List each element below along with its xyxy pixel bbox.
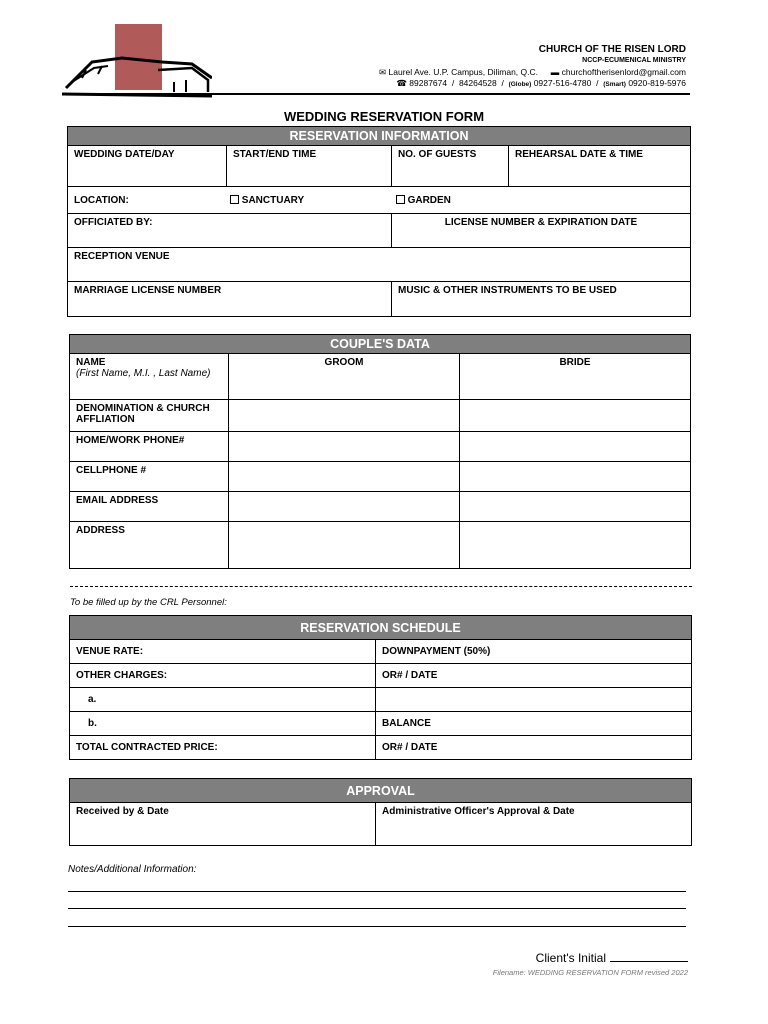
smart-number: 0920-819-5976 bbox=[628, 78, 686, 88]
notes-line-3[interactable] bbox=[68, 926, 686, 927]
address-label: ADDRESS bbox=[70, 522, 229, 569]
notes-line-2[interactable] bbox=[68, 908, 686, 909]
personnel-note: To be filled up by the CRL Personnel: bbox=[70, 597, 227, 608]
name-hint: (First Name, M.I. , Last Name) bbox=[76, 368, 211, 379]
groom-address-field[interactable] bbox=[229, 522, 460, 569]
address-text: Laurel Ave. U.P. Campus, Diliman, Q.C. bbox=[388, 67, 538, 77]
received-by-field[interactable]: Received by & Date bbox=[70, 803, 376, 846]
charge-a-field[interactable]: a. bbox=[70, 688, 376, 712]
ministry-name: NCCP-ECUMENICAL MINISTRY bbox=[582, 57, 686, 64]
bride-name-field[interactable]: BRIDE bbox=[460, 354, 691, 400]
client-initial-label: Client's Initial bbox=[535, 951, 606, 965]
smart-label: (Smart) bbox=[603, 81, 626, 88]
sanctuary-checkbox[interactable] bbox=[230, 195, 239, 204]
bride-home-phone-field[interactable] bbox=[460, 432, 691, 462]
officiated-by-field[interactable]: OFFICIATED BY: bbox=[68, 214, 392, 248]
bride-denomination-field[interactable] bbox=[460, 400, 691, 432]
phone-2: 84264528 bbox=[458, 78, 497, 88]
total-price-field[interactable]: TOTAL CONTRACTED PRICE: bbox=[70, 736, 376, 760]
contact-line-2: ☎ 89287674 / 84264528 / (Globe) 0927-516-4780 / (Smart) 0920-819-5976 bbox=[396, 78, 686, 88]
reservation-info-heading: RESERVATION INFORMATION bbox=[68, 127, 691, 146]
marriage-license-field[interactable]: MARRIAGE LICENSE NUMBER bbox=[68, 282, 392, 317]
couple-data-table bbox=[69, 334, 691, 569]
approval-table bbox=[69, 778, 692, 846]
approval-heading: APPROVAL bbox=[70, 779, 692, 803]
balance-field[interactable]: BALANCE bbox=[376, 712, 692, 736]
form-title: WEDDING RESERVATION FORM bbox=[283, 109, 485, 124]
notes-label: Notes/Additional Information: bbox=[68, 864, 197, 875]
start-end-time-field[interactable]: START/END TIME bbox=[227, 146, 392, 187]
or-date-field-2[interactable]: OR# / DATE bbox=[376, 736, 692, 760]
charge-b-field[interactable]: b. bbox=[70, 712, 376, 736]
sanctuary-label: SANCTUARY bbox=[241, 194, 305, 206]
bride-email-field[interactable] bbox=[460, 492, 691, 522]
groom-denomination-field[interactable] bbox=[229, 400, 460, 432]
groom-email-field[interactable] bbox=[229, 492, 460, 522]
church-name: CHURCH OF THE RISEN LORD bbox=[538, 44, 686, 55]
home-phone-label: HOME/WORK PHONE# bbox=[70, 432, 229, 462]
cellphone-label: CELLPHONE # bbox=[70, 462, 229, 492]
email-label: EMAIL ADDRESS bbox=[70, 492, 229, 522]
phone-1: 89287674 bbox=[409, 78, 448, 88]
license-expiration-field[interactable]: LICENSE NUMBER & EXPIRATION DATE bbox=[392, 214, 691, 248]
couple-data-heading: COUPLE'S DATA bbox=[70, 335, 691, 354]
reservation-info-table bbox=[67, 126, 691, 317]
location-label: LOCATION: bbox=[74, 194, 129, 206]
contact-line-1 bbox=[379, 67, 686, 78]
charge-a-value-field[interactable] bbox=[376, 688, 692, 712]
schedule-heading: RESERVATION SCHEDULE bbox=[70, 616, 692, 640]
denomination-label: DENOMINATION & CHURCH AFFLIATION bbox=[70, 400, 229, 432]
reception-venue-field[interactable]: RECEPTION VENUE bbox=[68, 248, 691, 282]
groom-cellphone-field[interactable] bbox=[229, 462, 460, 492]
garden-label: GARDEN bbox=[407, 194, 451, 206]
filename-footer: Filename: WEDDING RESERVATION FORM revised 2022 bbox=[492, 968, 688, 977]
guests-field[interactable]: NO. OF GUESTS bbox=[392, 146, 509, 187]
header-rule bbox=[62, 90, 690, 98]
rehearsal-field[interactable]: REHEARSAL DATE & TIME bbox=[509, 146, 691, 187]
groom-name-field[interactable]: GROOM bbox=[229, 354, 460, 400]
location-field[interactable] bbox=[68, 187, 691, 214]
mail-icon: ✉ bbox=[379, 67, 387, 77]
client-initial bbox=[536, 951, 688, 965]
admin-approval-field[interactable]: Administrative Officer's Approval & Date bbox=[376, 803, 692, 846]
reservation-schedule-table bbox=[69, 615, 692, 760]
downpayment-field[interactable]: DOWNPAYMENT (50%) bbox=[376, 640, 692, 664]
globe-number: 0927-516-4780 bbox=[533, 78, 592, 88]
wedding-date-field[interactable]: WEDDING DATE/DAY bbox=[68, 146, 227, 187]
name-label: NAME bbox=[76, 357, 106, 368]
client-initial-field[interactable] bbox=[610, 961, 688, 962]
garden-checkbox[interactable] bbox=[396, 195, 405, 204]
music-field[interactable]: MUSIC & OTHER INSTRUMENTS TO BE USED bbox=[392, 282, 691, 317]
notes-line-1[interactable] bbox=[68, 891, 686, 892]
bride-address-field[interactable] bbox=[460, 522, 691, 569]
venue-rate-field[interactable]: VENUE RATE: bbox=[70, 640, 376, 664]
email-text: churchoftherisenlord@gmail.com bbox=[561, 67, 686, 77]
bride-cellphone-field[interactable] bbox=[460, 462, 691, 492]
or-date-field-1[interactable]: OR# / DATE bbox=[376, 664, 692, 688]
phone-icon: ☎ bbox=[396, 78, 407, 88]
computer-icon: ▬ bbox=[550, 67, 560, 77]
name-label-cell bbox=[70, 354, 229, 400]
globe-label: (Globe) bbox=[508, 81, 532, 88]
groom-home-phone-field[interactable] bbox=[229, 432, 460, 462]
cut-line bbox=[70, 586, 692, 587]
other-charges-field[interactable]: OTHER CHARGES: bbox=[70, 664, 376, 688]
